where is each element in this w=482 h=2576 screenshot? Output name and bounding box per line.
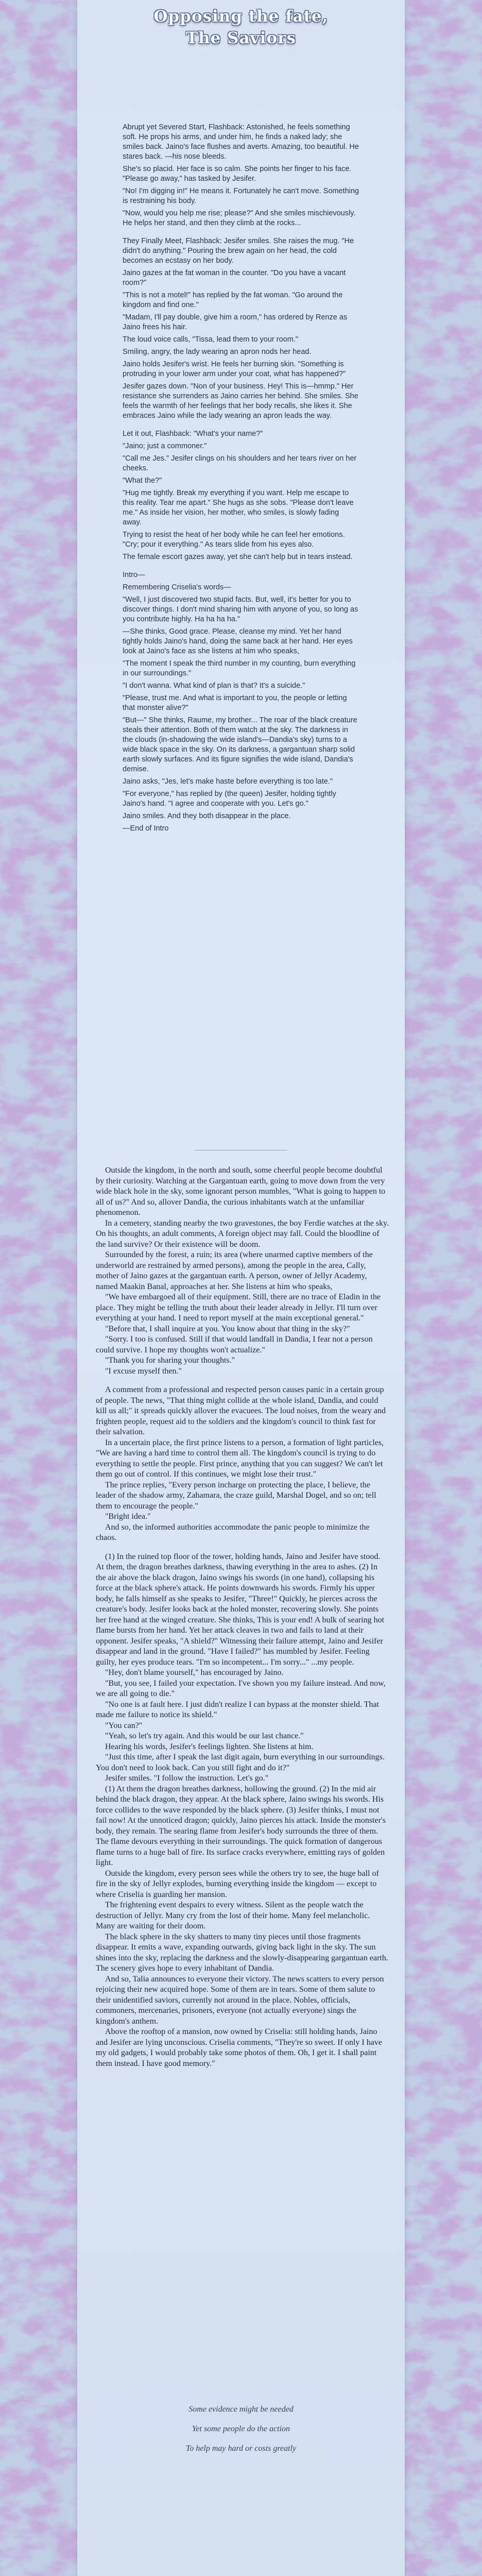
story-title-line-2: The Saviors: [186, 29, 296, 47]
paragraph: They Finally Meet, Flashback: Jesifer smiles. She raises the mug. "He didn't do anything." Pouring the brew again on her head, the cold becomes an ecstasy on her body.: [123, 237, 354, 265]
paragraph: "Hug me tightly. Break my everything if you want. Help me escape to this reality. Tear me apart." She hugs as she sobs. "Please don't leave me." As inside her vision, her mother, who smiles, is slowly fading away.: [123, 489, 354, 527]
paragraph: The prince replies, "Every person incharge on protecting the place, I believe, the leader of the shadow army, Zahamara, the craze guild, Marshal Dogel, and so on; tell them to encourage the people.": [96, 1480, 376, 1511]
closing-verse: [77, 2405, 405, 2464]
paragraph: She's so placid. Her face is so calm. She points her finger to his face. "Please go away," has tasked by Jesifer.: [123, 165, 352, 183]
paragraph: Remembering Criselia's words—: [123, 583, 231, 591]
paragraph: (1) In the ruined top floor of the tower, holding hands, Jaino and Jesifer have stood. At them, the dragon breathes darkness, thawing everything in the area to ashes. (2) In the air above the black dragon, Jaino swings his swords (in one hand), collapsing his force at the black sphere's attack. He points downwards his swords. Firmly his upper body, he falls himself as she speaks to Jesifer, "Three!" Quickly, he pierces across the creature's body. Jesifer looks back at the holed monster, recovering slowly. She points her free hand at the winged creature. She thinks, This is your end! A bulk of searing hot flame bursts from her hand. Yet her attack cleaves in two and fails to land at their opponent. Jesifer speaks, "A shield?" Witnessing their failure attempt, Jaino and Jesifer disappear and land in the ground. "Have I failed?" has mumbled by Jesifer. Feeling guilty, her eyes produce tears. "I'm so incompetent... I'm sorry..." ...my people.: [96, 1552, 385, 1667]
paragraph: Jesifer gazes down. "Non of your business. Hey! This is—hmmp." Her resistance she surrenders as Jaino carries her behind. She smiles. She feels the warmth of her feelings that her body recalls, she likes it. She embraces Jaino while the lady wearing an apron leads the way.: [123, 382, 358, 420]
paragraph: Outside the kingdom, in the north and south, some cheerful people become doubtful by their curiosity. Watching at the Gargantuan earth, going to move down from the very wide black hole in the sky, some ignorant person mumbles, "What is going to happen to all of us?" And so, allover Dandia, the curious inhabitants watch at the unfamiliar phenomenon.: [96, 1166, 386, 1217]
paragraph: "Well, I just discovered two stupid facts. But, well, it's better for you to discover things. I don't mind sharing him with anyone of you, so long as you contribute highly. Ha ha ha ha.": [123, 596, 358, 623]
paragraph: And so, Talia announces to everyone their victory. The news scatters to every person rejoicing their new acquired hope. Some of them are in tears. Some of them salute to their unidentified saviors, currently not around in the place. Nobles, officials, commoners, mercenaries, prisoners, everyone (not actually everyone) sings the kingdom's anthem.: [96, 1974, 384, 2026]
paragraph: Outside the kingdom, every person sees while the others try to see, the huge ball of fire in the sky of Jellyr explodes, burning everything inside the kingdom — except to where Criselia is guarding her mansion.: [96, 1869, 379, 1899]
paragraph: A comment from a professional and respected person causes panic in a certain group of people. The news, "That thing might collide at the whole island, Dandia, and could kill us all;" it spreads quickly allover the evacuees. The loud noises, from the weary and frighten people, request aid to the soldiers and the kingdom's council to think fast for their salvation.: [96, 1385, 386, 1436]
paragraph: The frightening event despairs to every witness. Silent as the people watch the destruction of Jellyr. Many cry from the lost of their home. Many feel melancholic. Many are waiting for their doom.: [96, 1901, 370, 1930]
paragraph: "Now, would you help me rise; please?" And she smiles mischievously. He helps her stand, and then they climb at the rocks...: [123, 209, 356, 227]
paragraph: The female escort gazes away, yet she can't help but in tears instead.: [123, 553, 353, 561]
paragraph: Above the rooftop of a mansion, now owned by Criselia: still holding hands, Jaino and Jesifer are lying unconscious. Criselia comments, "They're so sweet. If only I have my old gadgets, I would probably take some photos of them. Oh, I get it. I shall paint them instead. I have good memory.": [96, 2027, 382, 2068]
paragraph: "Madam, I'll pay double, give him a room," has ordered by Renze as Jaino frees his hair.: [123, 313, 348, 331]
paragraph: In a cemetery, standing nearby the two gravestones, the boy Ferdie watches at the sky. On his thoughts, an adult comments, A foreign object may fall. Could the bloodline of the land survive? Or their existence will be doom.: [96, 1218, 389, 1249]
paragraph: "This is not a motel!" has replied by the fat woman. "Go around the kingdom and find one.": [123, 291, 343, 309]
paragraph: "No! I'm digging in!" He means it. Fortunately he can't move. Something is restraining his body.: [123, 187, 359, 205]
paragraph: —End of Intro: [123, 824, 169, 833]
verse-line: Some evidence might be needed: [188, 2405, 294, 2414]
paragraph: "Hey, don't blame yourself," has encouraged by Jaino.: [105, 1668, 284, 1677]
paragraph: Surrounded by the forest, a ruin; its area (where unarmed captive members of the underworld are restrained by armed persons), among the people in the area, Cally, mother of Jaino gazes at the gargantuan earth. A person, owner of Jellyr Academy, named Maakin Banal, approaches at her. She listens at him who speaks,: [96, 1250, 373, 1291]
paragraph: "Yeah, so let's try again. And this would be our last chance.": [105, 1732, 304, 1740]
paragraph: "The moment I speak the third number in my counting, burn everything in our surroundings.": [123, 659, 356, 677]
paragraph: "We have embargoed all of their equipment. Still, there are no trace of Eladin in the place. They might be telling the truth about their leader already in Jellyr. I'll turn over everything at your hand. I need to report myself at the main exceptional general.": [96, 1293, 381, 1323]
paragraph: "I excuse myself then.": [105, 1366, 182, 1376]
paragraph: "What the?": [123, 477, 162, 485]
paragraph: Abrupt yet Severed Start, Flashback: Astonished, he feels something soft. He props his arms, and under him, he finds a naked lady; she smiles back. Jaino's face flushes and averts. Amazing, too beautiful. He stares back. —his nose bleeds.: [123, 123, 359, 161]
paragraph: "But—" She thinks, Raume, my brother... The roar of the black creature steals their attention. Both of them watch at the sky. The darkness in the clouds (in-shadowing the wide island's—Dandia's sky) turns to a wide black space in the sky. On its darkness, a gargantuan sharp solid earth slowly surfaces. And its figure signifies the wide island, Dandia's demise.: [123, 716, 357, 773]
paragraph: "Just this time, after I speak the last digit again, burn everything in our surroundings. You don't need to look back. Can you still fight and do it?": [96, 1753, 385, 1772]
paragraph: Jaino smiles. And they both disappear in the place.: [123, 812, 291, 820]
paragraph: "Call me Jes." Jesifer clings on his shoulders and her tears river on her cheeks.: [123, 454, 357, 472]
paragraph: And so, the informed authorities accommodate the panic people to minimize the chaos.: [96, 1522, 370, 1542]
paragraph: Jesifer smiles. "I follow the instruction. Let's go.": [105, 1774, 269, 1783]
main-narrative-section: [96, 1165, 389, 2069]
paragraph: Smiling, angry, the lady wearing an apron nods her head.: [123, 348, 312, 356]
paragraph: "I don't wanna. What kind of plan is that? It's a suicide.": [123, 682, 305, 690]
paragraph: "But, you see, I failed your expectation. I've shown you my failure instead. And now, we are all going to die.": [96, 1679, 386, 1698]
paragraph: Jaino gazes at the fat woman in the counter. "Do you have a vacant room?": [123, 269, 346, 287]
paragraph: Hearing his words, Jesifer's feelings lighten. She listens at him.: [105, 1742, 314, 1751]
paragraph: "Sorry. I too is confused. Still if that would landfall in Dandia, I fear not a person could survive. I hope my thoughts won't actualize.": [96, 1335, 373, 1354]
paragraph: "Before that, I shall inquire at you. You know about that thing in the sky?": [105, 1324, 350, 1333]
verse-line: To help may hard or costs greatly: [185, 2444, 297, 2453]
paragraph: (1) At them the dragon breathes darkness, hollowing the ground. (2) In the mid air behind the black dragon, they appear. At the black sphere, Jaino swings his swords. His force collides to the wave responded by the black sphere. (3) Jesifer thinks, I must not fail now! At the unnoticed dragon; quickly, Jaino pierces his attack. Inside the monster's body, they remain. The searing flame from Jesifer's body surrounds the three of them. The flame devours everything in their surroundings. The quick formation of dangerous flame turns to a huge ball of fire. Its surface cracks everywhere, emitting rays of golden light.: [96, 1784, 386, 1867]
paragraph: Trying to resist the heat of her body while he can feel her emotions. "Cry; pour it everything." As tears slide from his eyes also.: [123, 531, 345, 549]
paragraph: "Thank you for sharing your thoughts.": [105, 1356, 235, 1365]
paragraph: —She thinks, Good grace. Please, cleanse my mind. Yet her hand tightly holds Jaino's hand, doing the same back at her hand. Her eyes look at Jaino's face as she listens at him who speaks,: [123, 628, 353, 655]
paragraph: Let it out, Flashback: "What's your name?": [123, 430, 263, 438]
paragraph: "No one is at fault here. I just didn't realize I can bypass at the monster shield. That made me failure to notice its shield.": [96, 1700, 380, 1719]
paragraph: "Jaino; just a commoner.": [123, 442, 207, 450]
paragraph: The loud voice calls, "Tissa, lead them to your room.": [123, 335, 298, 344]
paragraph: "For everyone," has replied by (the queen) Jesifer, holding tightly Jaino's hand. "I agree and cooperate with you. Let's go.": [123, 790, 336, 808]
paragraph: "Bright idea.": [105, 1512, 151, 1521]
story-page: [77, 0, 405, 2576]
paragraph: Jaino asks, "Jes, let's make haste before everything is too late.": [123, 777, 333, 786]
paragraph: In a uncertain place, the first prince listens to a person, a formation of light particles, "We are having a hard time to control them all. The kingdom's council is trying to do everything to settle the people. First prince, anything that you can suggest? We can't let them go out of control. If this continues, we might lose their trust.": [96, 1438, 384, 1479]
paragraph: "Please, trust me. And what is important to you, the people or letting that monster alive?": [123, 694, 347, 712]
paragraph: Intro—: [123, 571, 145, 579]
paragraph: Jaino holds Jesifer's wrist. He feels her burning skin. "Something is protruding in your lower arm under your coat, what has happened?": [123, 360, 346, 378]
paragraph: The black sphere in the sky shatters to many tiny pieces until those fragments disappear. It emits a wave, expanding outwards, giving back light in the sky. The sun shines into the sky, replacing the darkness and the slowly-disappearing gargantuan earth. The scenery gives hope to every inhabitant of Dandia.: [96, 1932, 388, 1973]
flashback-section: [123, 123, 359, 836]
paragraph: "You can?": [105, 1721, 143, 1730]
story-title-line-1: Opposing the fate,: [153, 7, 329, 26]
verse-line: Yet some people do the action: [192, 2425, 290, 2433]
